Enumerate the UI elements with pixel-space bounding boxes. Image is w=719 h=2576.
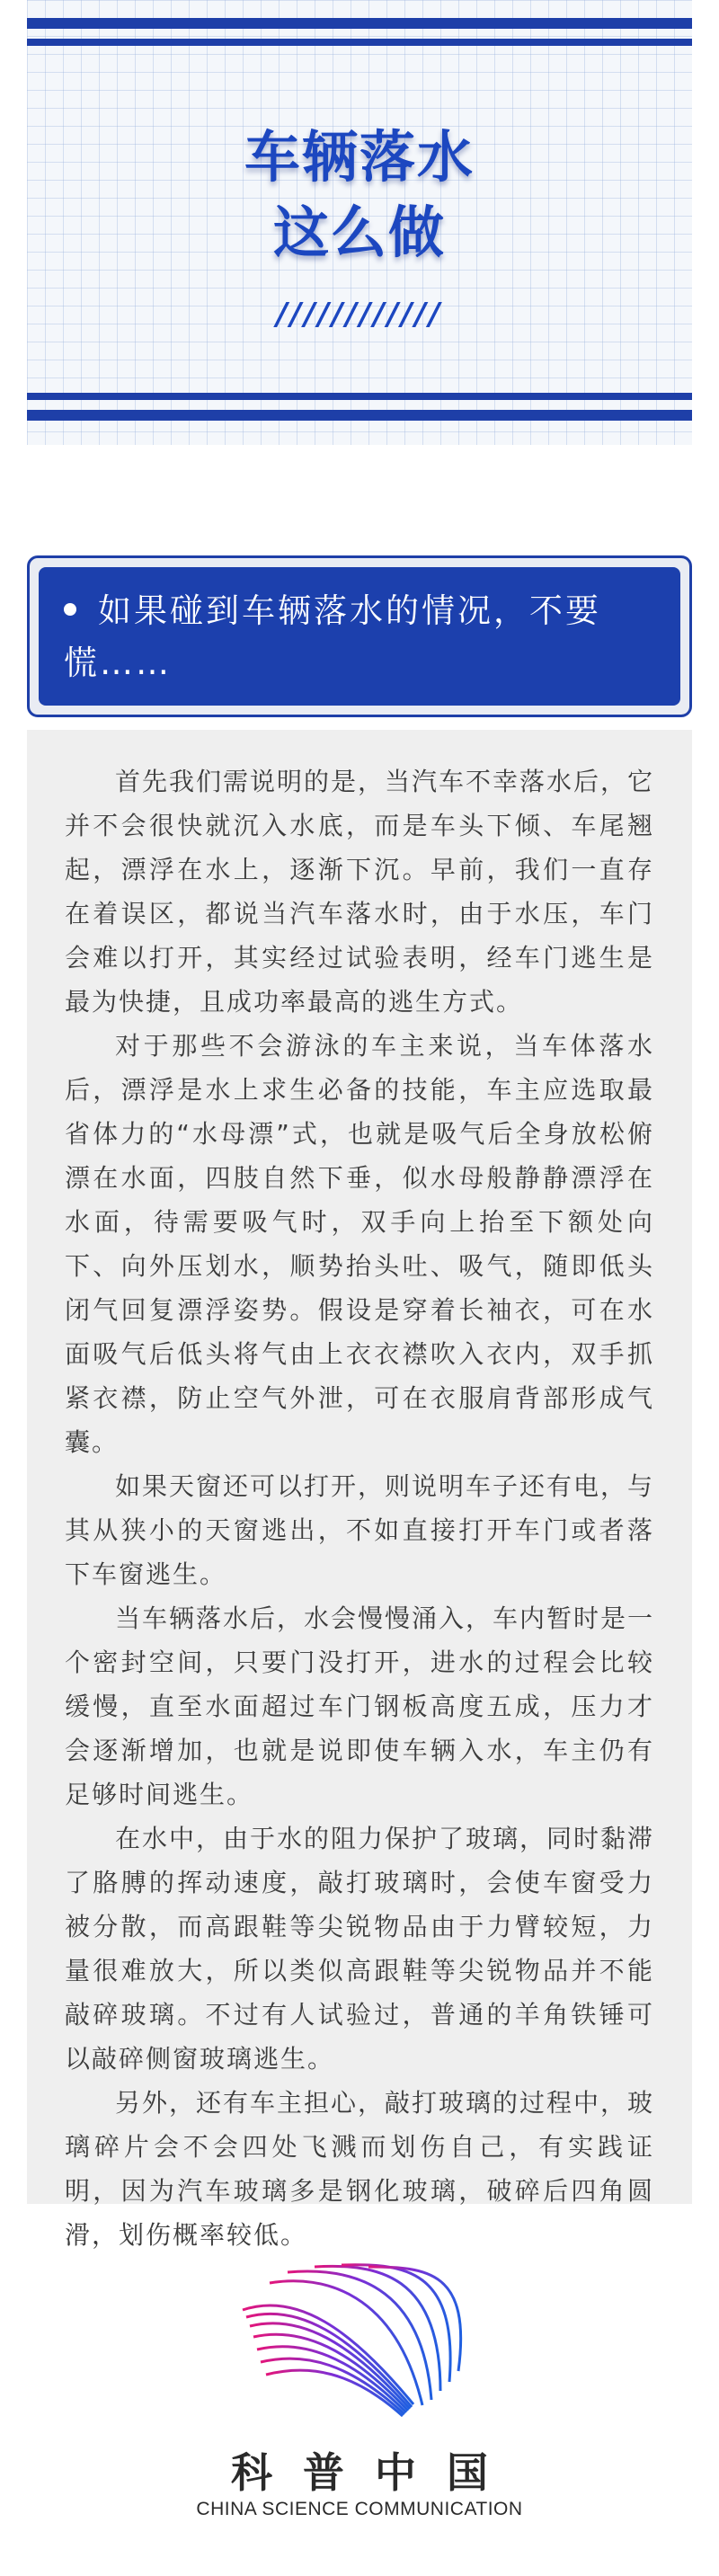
top-stripe-thin: [27, 39, 692, 46]
decorative-slashes: ////////////: [276, 297, 443, 333]
section-heading-text: 如果碰到车辆落水的情况，不要慌……: [64, 591, 601, 682]
article-paragraph: 当车辆落水后，水会慢慢涌入，车内暂时是一个密封空间，只要门没打开，进水的过程会比较缓慢，直至水面超过车门钢板高度五成，压力才会逐渐增加，也就是说即使车辆入水，车主仍有足够时间逃生。: [65, 1603, 655, 1809]
logo-english-text: CHINA SCIENCE COMMUNICATION: [196, 2499, 523, 2519]
article-paragraph: 首先我们需说明的是，当汽车不幸落水后，它并不会很快就沉入水底，而是车头下倾、车尾翘起，漂浮在水上，逐渐下沉。早前，我们一直存在着误区，都说当汽车落水时，由于水压，车门会难以打开，其实经过试验表明，经车门逃生是最为快捷，且成功率最高的逃生方式。: [65, 767, 655, 1017]
header-banner: [27, 0, 692, 445]
top-stripe-thick: [27, 18, 692, 29]
footer-logo: [0, 2229, 719, 2571]
page-title-line1: 车辆落水: [244, 124, 475, 190]
bullet-dot-icon: [64, 603, 76, 616]
article-paragraph: 如果天窗还可以打开，则说明车子还有电，与其从狭小的天窗逃出，不如直接打开车门或者落下车窗逃生。: [65, 1471, 655, 1589]
article-body: [27, 730, 692, 2250]
article-paragraph: 在水中，由于水的阻力保护了玻璃，同时黏滞了胳膊的挥动速度，敲打玻璃时，会使车窗受力被分散，而高跟鞋等尖锐物品由于力臂较短，力量很难放大，所以类似高跟鞋等尖锐物品并不能敲碎玻璃。不过有人试验过，普通的羊角铁锤可以敲碎侧窗玻璃逃生。: [65, 1824, 655, 2074]
china-science-logo-icon: [216, 2256, 503, 2436]
bottom-stripe-thin: [27, 393, 692, 400]
bottom-stripe-thick: [27, 410, 692, 421]
page-title-line2: 这么做: [272, 200, 446, 265]
article-paragraph: 对于那些不会游泳的车主来说，当车体落水后，漂浮是水上求生必备的技能，车主应选取最省体力的“水母漂”式，也就是吸气后全身放松俯漂在水面，四肢自然下垂，似水母般静静漂浮在水面，待需要吸气时，双手向上抬至下额处向下、向外压划水，顺势抬头吐、吸气，随即低头闭气回复漂浮姿势。假设是穿着长袖衣，可在水面吸气后低头将气由上衣衣襟吹入衣内，双手抓紧衣襟，防止空气外泄，可在衣服肩背部形成气囊。: [65, 1031, 654, 1457]
logo-chinese-text: 科普中国: [231, 2448, 519, 2497]
section-heading-panel: [39, 567, 680, 706]
article-paragraph: 另外，还有车主担心，敲打玻璃的过程中，玻璃碎片会不会四处飞溅而划伤自己，有实践证明，因为汽车玻璃多是钢化玻璃，破碎后四角圆滑，划伤概率较低。: [65, 2088, 655, 2250]
section-heading-box: [27, 555, 692, 717]
